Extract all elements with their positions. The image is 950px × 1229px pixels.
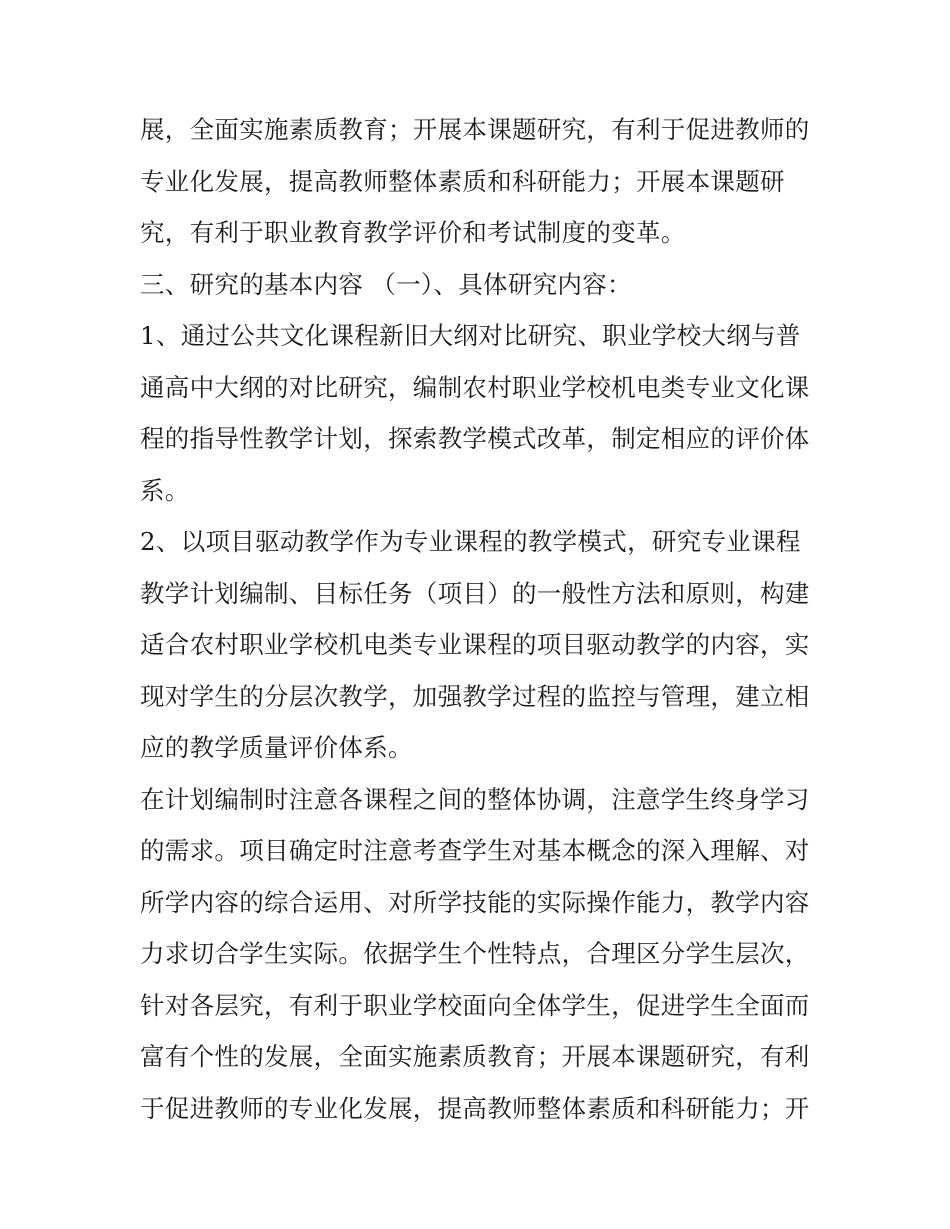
text-line: 所学内容的综合运用、对所学技能的实际操作能力，教学内容	[140, 887, 810, 917]
text-line: 针对各层究，有利于职业学校面向全体学生，促进学生全面而	[140, 990, 810, 1020]
text-line: 究，有利于职业教育教学评价和考试制度的变革。	[140, 218, 686, 247]
text-line: 专业化发展，提高教师整体素质和科研能力；开展本课题研	[140, 166, 785, 196]
text-line: 教学计划编制、目标任务（项目）的一般性方法和原则，构建	[140, 578, 810, 608]
text-line: 于促进教师的专业化发展，提高教师整体素质和科研能力；开	[140, 1093, 810, 1123]
text-line: 适合农村职业学校机电类专业课程的项目驱动教学的内容，实	[140, 630, 810, 659]
text-line: 在计划编制时注意各课程之间的整体协调，注意学生终身学习	[140, 784, 810, 814]
text-line: 通高中大纲的对比研究，编制农村职业学校机电类专业文化课	[140, 372, 810, 402]
text-line: 展，全面实施素质教育；开展本课题研究，有利于促进教师的	[140, 115, 810, 144]
text-line: 应的教学质量评价体系。	[140, 733, 413, 762]
section-heading: 三、研究的基本内容 （一）、具体研究内容：	[140, 269, 632, 299]
text-line: 2、以项目驱动教学作为专业课程的教学模式，研究专业课程	[140, 527, 801, 556]
body-text	[140, 104, 820, 1134]
text-line: 富有个性的发展，全面实施素质教育；开展本课题研究，有利	[140, 1042, 810, 1071]
text-line: 的需求。项目确定时注意考查学生对基本概念的深入理解、对	[140, 836, 810, 865]
text-line: 程的指导性教学计划，探索教学模式改革，制定相应的评价体	[140, 424, 810, 453]
text-line: 1、通过公共文化课程新旧大纲对比研究、职业学校大纲与普	[140, 321, 801, 350]
text-line: 系。	[140, 475, 190, 505]
text-line: 力求切合学生实际。依据学生个性特点，合理区分学生层次，	[140, 939, 810, 968]
text-line: 现对学生的分层次教学，加强教学过程的监控与管理，建立相	[140, 681, 810, 711]
